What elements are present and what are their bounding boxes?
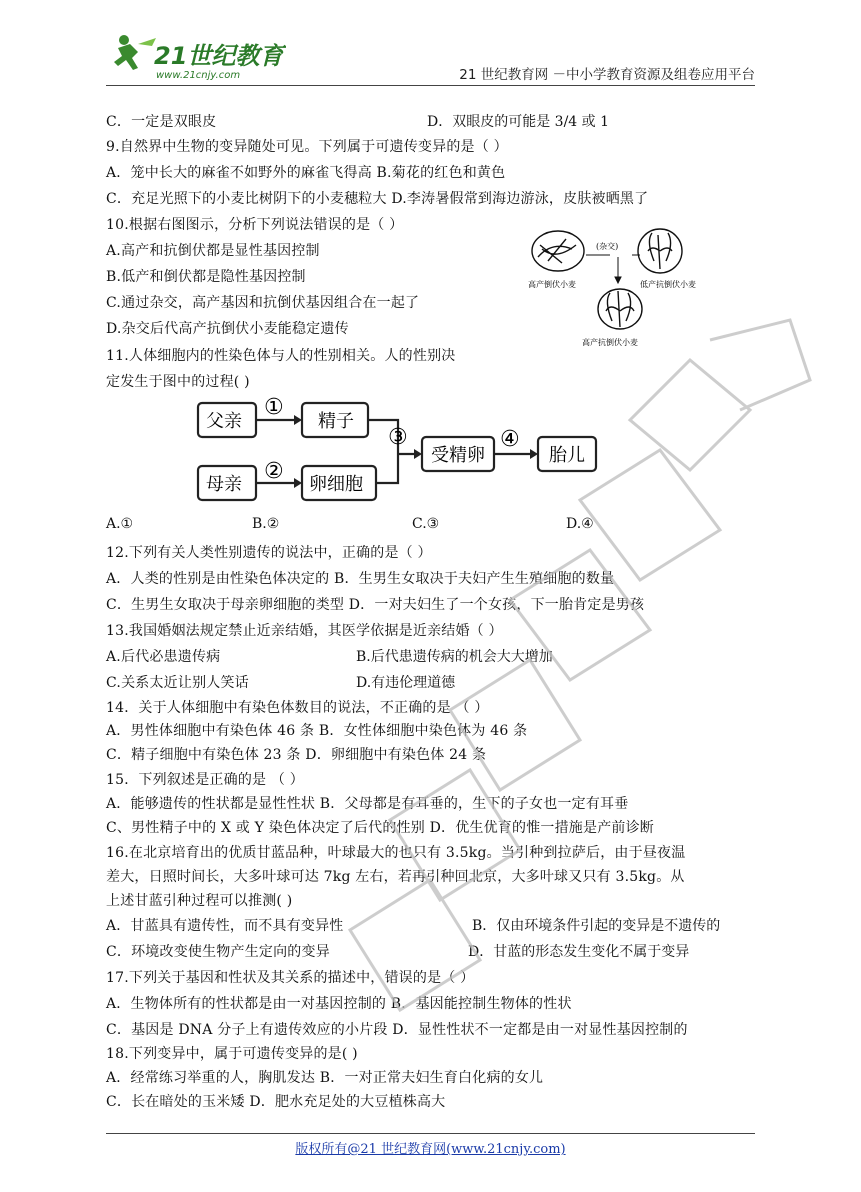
zygote-label: 受精卵 — [431, 445, 485, 466]
text-line: 上述甘蓝引种过程可以推测( ) — [106, 893, 293, 909]
option-text: C.③ — [412, 516, 440, 532]
text-line: B.低产和倒伏都是隐性基因控制 — [106, 269, 306, 285]
step-2-label: ② — [264, 459, 284, 484]
text-line: C．充足光照下的小麦比树阴下的小麦穗粒大 D.李涛暑假常到海边游泳，皮肤被晒黑了 — [106, 191, 649, 207]
text-line: C．生男生女取决于母亲卵细胞的类型 D．一对夫妇生了一个女孩，下一胎肯定是男孩 — [106, 597, 645, 613]
text-line: C.通过杂交，高产基因和抗倒伏基因组合在一起了 — [106, 295, 420, 311]
option-text: B.② — [252, 516, 280, 532]
wheat-label-right: 低产抗倒伏小麦 — [640, 280, 696, 289]
text-line: A．男性体细胞中有染色体 46 条 B．女性体细胞中染色体为 46 条 — [106, 723, 528, 739]
option-text: D.④ — [566, 516, 594, 532]
text-line: A．生物体所有的性状都是由一对基因控制的 B．基因能控制生物体的性状 — [106, 996, 572, 1012]
text-line: 差大，日照时间长，大多叶球可达 7kg 左右，若再引种回北京，大多叶球又只有 3.5kg。从 — [106, 869, 685, 885]
option-text: D．双眼皮的可能是 3/4 或 1 — [427, 114, 610, 130]
wheat-cross-figure — [522, 221, 722, 353]
text-line: C．长在暗处的玉米矮 D．肥水充足处的大豆植株高大 — [106, 1094, 446, 1110]
text-line: A．能够遗传的性状都是显性性状 B．父母都是有耳垂的，生下的子女也一定有耳垂 — [106, 796, 629, 812]
wheat-label-bottom: 高产抗倒伏小麦 — [582, 338, 638, 347]
text-line: C．基因是 DNA 分子上有遗传效应的小片段 D．显性性状不一定都是由一对显性基因控制的 — [106, 1022, 688, 1038]
logo-url-text: www.21cnjy.com — [156, 70, 241, 81]
header-divider — [106, 85, 755, 86]
option-text: D．甘蓝的形态发生变化不属于变异 — [468, 944, 690, 960]
question-10: 10.根据右图图示，分析下列说法错误的是（ ） — [106, 217, 404, 233]
text-line: A.高产和抗倒伏都是显性基因控制 — [106, 243, 320, 259]
question-13: 13.我国婚姻法规定禁止近亲结婚，其医学依据是近亲结婚（ ） — [106, 623, 503, 639]
question-18: 18.下列变异中，属于可遗传变异的是( ) — [106, 1046, 358, 1062]
fetus-label: 胎儿 — [549, 445, 585, 466]
text-line: C．精子细胞中有染色体 23 条 D．卵细胞中有染色体 24 条 — [106, 747, 487, 763]
text-line: C、男性精子中的 X 或 Y 染色体决定了后代的性别 D．优生优育的惟一措施是产前诊断 — [106, 820, 654, 836]
question-12: 12.下列有关人类性别遗传的说法中，正确的是（ ） — [106, 545, 432, 561]
egg-label: 卵细胞 — [309, 474, 363, 495]
footer-copyright-link[interactable]: 版权所有@21 世纪教育网(www.21cnjy.com) — [295, 1142, 566, 1157]
header-platform-text: 21 世纪教育网 －中小学教育资源及组卷应用平台 — [459, 67, 755, 83]
question-17: 17.下列关于基因和性状及其关系的描述中，错误的是（ ） — [106, 970, 475, 986]
text-line: C．一定是双眼皮 — [106, 114, 217, 130]
question-16: 16.在北京培育出的优质甘蓝品种，叶球最大的也只有 3.5kg。当引种到拉萨后，由于昼夜温 — [106, 845, 686, 861]
text-line: A．经常练习举重的人，胸肌发达 B．一对正常夫妇生育白化病的女儿 — [106, 1070, 544, 1086]
step-1-label: ① — [264, 395, 284, 420]
question-9: 9.自然界中生物的变异随处可见。下列属于可遗传变异的是（ ） — [106, 139, 508, 155]
step-4-label: ④ — [500, 427, 520, 452]
wheat-plant-right-icon — [638, 229, 682, 273]
question-15: 15．下列叙述是正确的是 （ ） — [106, 772, 304, 788]
fertilization-flow-diagram — [192, 394, 612, 512]
question-11: 11.人体细胞内的性染色体与人的性别相关。人的性别决 — [106, 348, 456, 364]
text-line: A．笼中长大的麻雀不如野外的麻雀飞得高 B.菊花的红色和黄色 — [106, 165, 506, 181]
wheat-plant-left-icon — [532, 231, 584, 271]
option-text: A.① — [106, 516, 134, 532]
footer-divider — [106, 1133, 755, 1134]
text-line: 定发生于图中的过程( ) — [106, 374, 250, 390]
text-line: C．环境改变使生物产生定向的变异 — [106, 944, 330, 960]
wheat-label-left: 高产倒伏小麦 — [528, 280, 576, 289]
sperm-label: 精子 — [318, 411, 354, 432]
option-text: B．仅由环境条件引起的变异是不遗传的 — [472, 918, 721, 934]
wheat-label-cross: (杂交) — [596, 242, 619, 251]
mother-label: 母亲 — [206, 474, 242, 495]
text-line: C.关系太近让别人笑话 — [106, 675, 249, 691]
question-14: 14．关于人体细胞中有染色体数目的说法，不正确的是 （ ） — [106, 700, 489, 716]
runner-icon — [114, 35, 156, 70]
text-line: D.杂交后代高产抗倒伏小麦能稳定遗传 — [106, 321, 349, 337]
text-line: A．人类的性别是由性染色体决定的 B．生男生女取决于夫妇产生生殖细胞的数量 — [106, 571, 615, 587]
text-line: A.后代必患遗传病 — [106, 649, 221, 665]
cross-arrows — [586, 255, 640, 283]
step-3-label: ③ — [388, 425, 408, 450]
text-line: A．甘蓝具有遗传性，而不具有变异性 — [106, 918, 344, 934]
wheat-plant-bottom-icon — [598, 289, 642, 329]
father-label: 父亲 — [206, 411, 242, 432]
option-text: D.有违伦理道德 — [356, 675, 456, 691]
site-logo — [108, 30, 286, 82]
option-text: B.后代患遗传病的机会大大增加 — [356, 649, 553, 665]
logo-text: 21世纪教育 — [154, 42, 284, 70]
